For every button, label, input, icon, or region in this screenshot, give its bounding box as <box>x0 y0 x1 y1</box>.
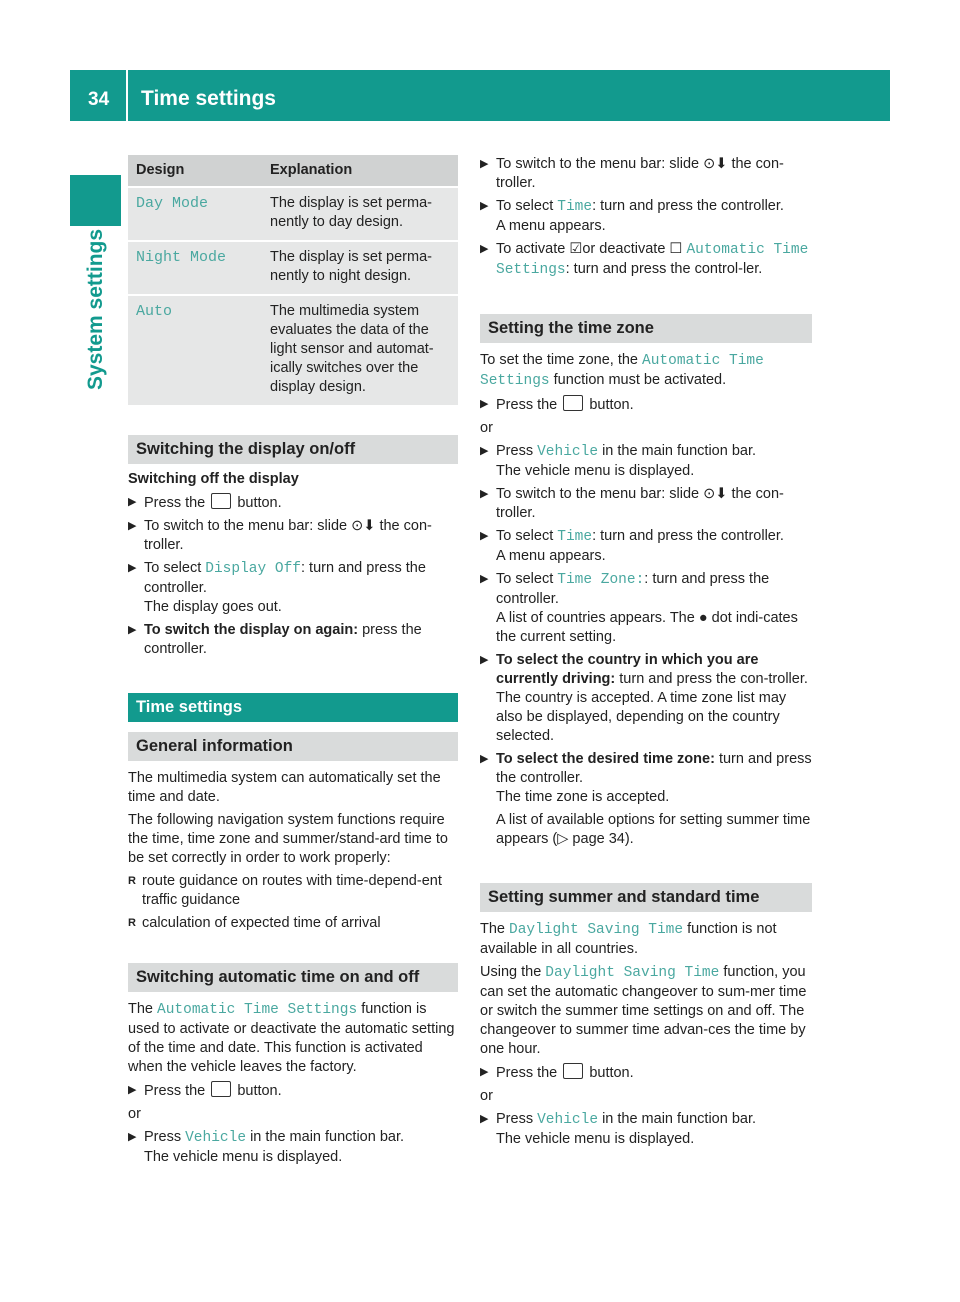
or-text: or <box>480 420 493 436</box>
paragraph: To set the time zone, the Automatic Time Settings function must be activated. <box>480 352 764 389</box>
car-button-icon <box>563 395 583 411</box>
list-item: R route guidance on routes with time-depend-ent traffic guidance <box>128 872 458 910</box>
page-number: 34 <box>88 89 110 110</box>
step: ▶ To switch the display on again: press the controller. <box>128 621 458 659</box>
step: ▶ To select the country in which you are currently driving: turn and press the con-troller. The country is accepted. A time zone list may also be displayed, depending on the country selected. <box>480 651 812 746</box>
explanation-cell: The multimedia system evaluates the data of the light sensor and automat-ically switches over the display design. <box>262 295 458 405</box>
paragraph: Using the Daylight Saving Time function, you can set the automatic changeover to sum-mer time or switch the summer time settings on and off. The changeover to summer time advan-ces the time by one hour. <box>480 964 807 1057</box>
checkbox-empty-icon: ☐ <box>669 241 683 257</box>
table-row <box>128 241 458 295</box>
section-heading-auto-time: Switching automatic time on and off <box>128 963 458 992</box>
side-tab-marker <box>70 175 121 226</box>
table-header-explanation: Explanation <box>262 155 458 187</box>
explanation-cell: The display is set perma-nently to day design. <box>262 187 458 241</box>
subheading: Switching off the display <box>128 471 299 487</box>
step: ▶ To select Display Off: turn and press the controller. The display goes out. <box>128 559 458 617</box>
right-column <box>480 155 812 1153</box>
design-value: Day Mode <box>136 195 209 212</box>
paragraph: The Daylight Saving Time function is not available in all countries. <box>480 921 777 957</box>
header-divider <box>126 70 128 121</box>
or-text: or <box>480 1088 493 1104</box>
paragraph: A list of available options for setting summer time appears (▷ page 34). <box>496 812 811 847</box>
paragraph: The Automatic Time Settings function is used to activate or deactivate the automatic setting of the time and date. This function is activated when the vehicle leaves the factory. <box>128 1001 455 1075</box>
table-header-design: Design <box>128 155 262 187</box>
section-heading-summer: Setting summer and standard time <box>480 883 812 912</box>
step: ▶ To activate ☑or deactivate ☐ Automatic Time Settings: turn and press the control-ler. <box>480 240 812 280</box>
step: ▶ Press Vehicle in the main function bar. The vehicle menu is displayed. <box>128 1128 458 1167</box>
paragraph: The multimedia system can automatically set the time and date. <box>128 770 441 805</box>
or-text: or <box>128 1106 141 1122</box>
explanation-cell: The display is set perma-nently to night design. <box>262 241 458 295</box>
page-title: Time settings <box>141 87 276 110</box>
step: ▶ To select Time: turn and press the controller. A menu appears. <box>480 527 812 566</box>
step: ▶ To select Time Zone:: turn and press the controller. A list of countries appears. The ● dot indi-cates the current setting. <box>480 570 812 647</box>
list-item: R calculation of expected time of arrival <box>128 914 458 933</box>
paragraph: The following navigation system functions require the time, time zone and summer/stand-ard time to be set correctly in order to work properly: <box>128 812 448 866</box>
step: ▶ Press the button. <box>128 1081 458 1101</box>
step: ▶ Press Vehicle in the main function bar. The vehicle menu is displayed. <box>480 1110 812 1149</box>
section-heading-general: General information <box>128 732 458 761</box>
checkbox-checked-icon: ☑ <box>569 241 583 257</box>
step: ▶ Press the button. <box>128 493 458 513</box>
design-value: Auto <box>136 303 173 320</box>
step: ▶ Press the button. <box>480 395 812 415</box>
step: ▶ To switch to the menu bar: slide ⊙⬇ the con-troller. <box>128 517 458 555</box>
step: ▶ Press Vehicle in the main function bar. The vehicle menu is displayed. <box>480 442 812 481</box>
step: ▶ To select Time: turn and press the controller. A menu appears. <box>480 197 812 236</box>
car-button-icon <box>563 1063 583 1079</box>
table-row <box>128 295 458 405</box>
section-heading-time-zone: Setting the time zone <box>480 314 812 343</box>
left-column <box>128 155 458 1171</box>
car-button-icon <box>211 493 231 509</box>
design-value: Night Mode <box>136 249 227 266</box>
table-row <box>128 187 458 241</box>
section-side-title: System settings <box>84 228 107 390</box>
section-heading-display: Switching the display on/off <box>128 435 458 464</box>
step: ▶ To switch to the menu bar: slide ⊙⬇ the con-troller. <box>480 155 812 193</box>
step: ▶ To switch to the menu bar: slide ⊙⬇ the con-troller. <box>480 485 812 523</box>
car-button-icon <box>211 1081 231 1097</box>
step: ▶ To select the desired time zone: turn and press the controller. The time zone is accepted. <box>480 750 812 807</box>
step: ▶ Press the button. <box>480 1063 812 1083</box>
section-heading-time-settings: Time settings <box>128 693 458 722</box>
design-table <box>128 155 458 405</box>
